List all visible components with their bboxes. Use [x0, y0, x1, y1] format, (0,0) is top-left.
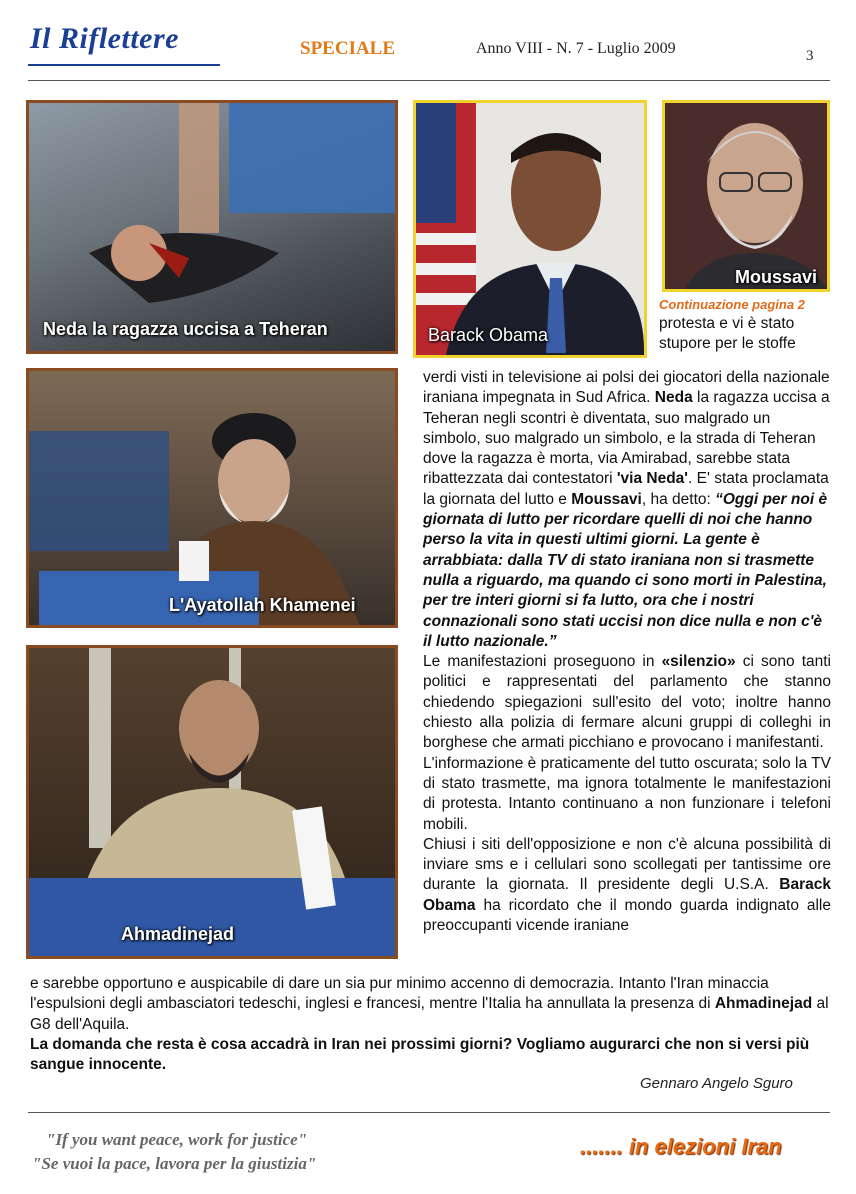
photo-moussavi: [662, 100, 830, 292]
author-signature: Gennaro Angelo Sguro: [640, 1075, 793, 1092]
text: . E' stata proclamata la giornata del lutto e: [423, 470, 829, 508]
footer-divider: [28, 1112, 830, 1113]
article-intro: [659, 314, 831, 355]
photo-khamenei: [26, 368, 398, 628]
emph-obama: Barack Obama: [423, 876, 831, 914]
text: ci sono tanti politici e rappresentati del parlamento che stanno chiedendo spiegazioni sull'esito del voto; inoltre hanno chiesto alla polizia di fermare alcuni gruppi di colleghi in borghese che armati picchiano e provocano i manifestanti.: [423, 653, 831, 752]
text: la ragazza uccisa a Teheran negli scontri è diventata, suo malgrado un simbolo, suo malgrado un simbolo, e la strada di Teheran dove la ragazza è morta, via Amirabad, sarebbe stata ribattezzata dai contestatori: [423, 389, 830, 488]
caption-neda: Neda la ragazza uccisa a Teheran: [43, 319, 328, 339]
emph-neda: Neda: [654, 389, 693, 407]
issue-info: Anno VIII - N. 7 - Luglio 2009: [476, 40, 676, 57]
footer-slogan: ....... in elezioni Iran: [580, 1134, 782, 1159]
text: e sarebbe opportuno e auspicabile di dare un sia pur minimo accenno di democrazia. Intanto l'Iran minaccia l'espulsioni degli ambasciatori tedeschi, inglesi e francesi, mentre l'Italia ha annullata la presenza di: [30, 975, 769, 1013]
paragraph-5: [30, 974, 830, 1035]
paragraph-1: [423, 368, 831, 652]
masthead-logo: Il Riflettere: [30, 22, 179, 55]
section-label: SPECIALE: [300, 38, 396, 59]
article-bottom: [30, 974, 830, 1075]
caption-obama: Barack Obama: [428, 325, 549, 345]
caption-moussavi: Moussavi: [735, 267, 818, 287]
closing-paragraph: La domanda che resta è cosa accadrà in Iran nei prossimi giorni? Vogliamo augurarci che non si versi più sangue innocente.: [30, 1035, 810, 1074]
caption-ahmadinejad: Ahmadinejad: [121, 924, 235, 944]
article-column: [423, 368, 831, 936]
page-number: 3: [806, 48, 814, 64]
emph-silenzio: «silenzio»: [661, 653, 736, 671]
caption-khamenei: L'Ayatollah Khamenei: [169, 595, 356, 615]
text: Chiusi i siti dell'opposizione e non c'è alcuna possibilità di inviare sms e i cellulari sono scollegati per tantissime ore durante la giornata. Il presidente degli U.S.A.: [423, 835, 831, 894]
text: verdi visti in televisione ai polsi dei giocatori della nazionale iraniana impegnata in Sud Africa.: [423, 369, 830, 407]
header-divider: [28, 80, 830, 81]
paragraph-4: [423, 835, 831, 936]
photo-neda: [26, 100, 398, 354]
paragraph-2: [423, 652, 831, 753]
footer-quote-italian: "Se vuoi la pace, lavora per la giustizia": [32, 1154, 317, 1173]
text: al G8 dell'Aquila.: [30, 995, 829, 1033]
moussavi-quote: “Oggi per noi è giornata di lutto per ricordare quelli di noi che hanno perso la vita in questi ultimi giorni. La gente è arrabbiata: dalla TV di stato iraniana non si trasmette nulla a riguardo, ma quando ci sono morti in Palestina, per tre interi giorni si fa lutto, ora che i nostri connazionali sono stati uccisi non dice nulla e non c'è il lutto nazionale.”: [423, 490, 828, 650]
emph-via-neda: 'via Neda': [616, 470, 688, 488]
intro-line: protesta e vi è stato: [659, 315, 795, 332]
footer-quote-english: "If you want peace, work for justice": [46, 1130, 308, 1149]
text: , ha detto:: [641, 490, 716, 508]
logo-underline: [28, 64, 220, 66]
photo-obama: [413, 100, 647, 358]
continuation-note: Continuazione pagina 2: [659, 297, 805, 312]
emph-ahmadinejad: Ahmadinejad: [714, 995, 813, 1013]
photo-ahmadinejad: [26, 645, 398, 959]
text: Le manifestazioni proseguono in: [423, 653, 662, 671]
intro-line: stupore per le stoffe: [659, 335, 796, 353]
paragraph-3: L'informazione è praticamente del tutto oscurata; solo la TV di stato trasmette, ma ignora totalmente le manifestazioni di protesta. Intanto continuano a non funzionare i telefoni mobili.: [423, 754, 831, 833]
emph-moussavi: Moussavi: [571, 490, 642, 508]
text: ha ricordato che il mondo guarda indignato alle preoccupanti vicende iraniane: [423, 896, 831, 935]
